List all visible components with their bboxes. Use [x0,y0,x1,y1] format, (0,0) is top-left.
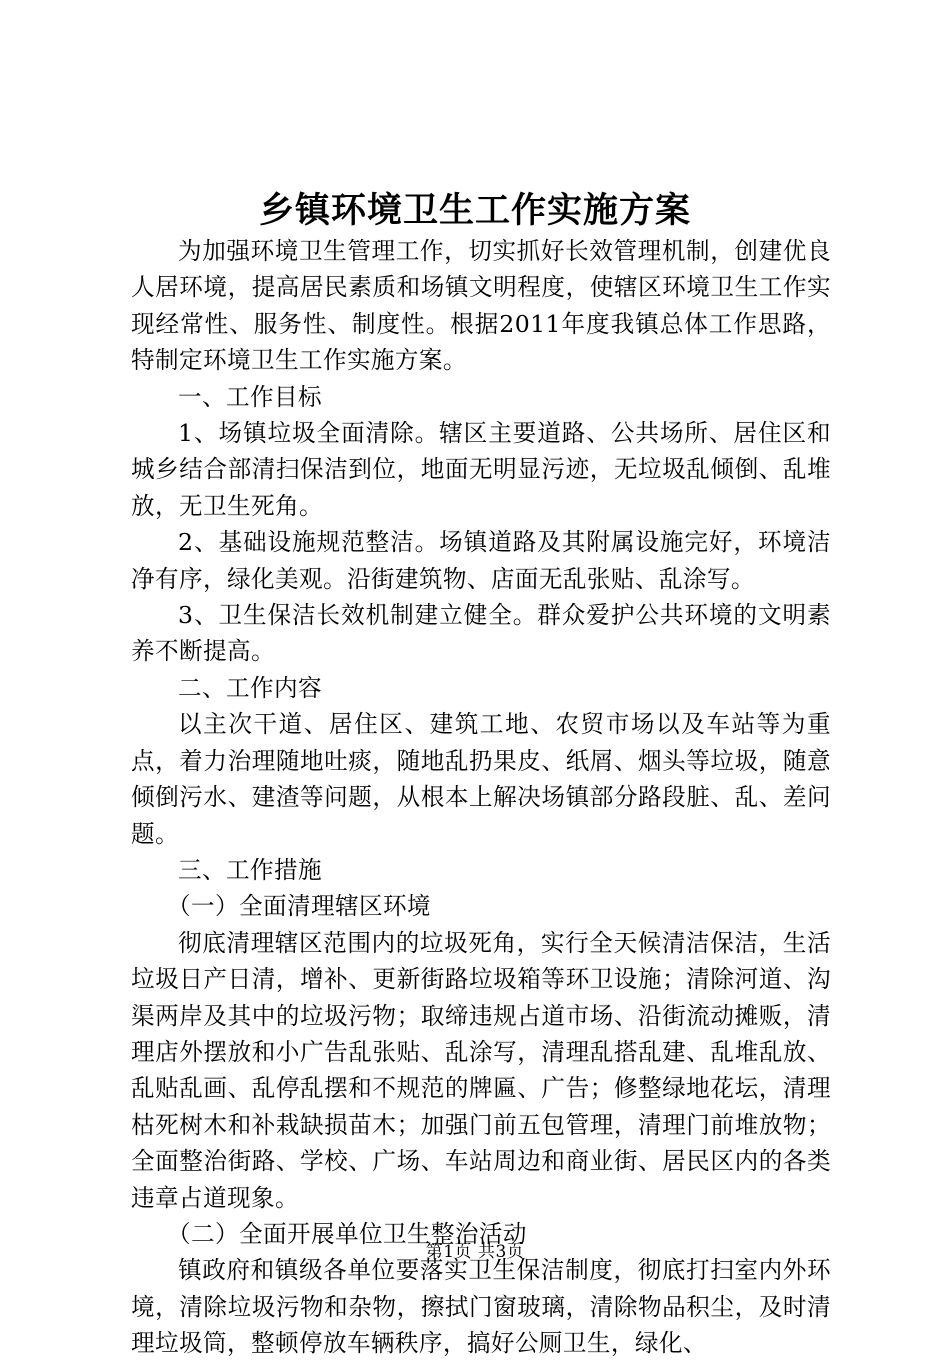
measures-paragraph-1: 彻底清理辖区范围内的垃圾死角，实行全天候清洁保洁，生活垃圾日产日清，增补、更新街路垃圾箱等环卫设施；清除河道、沟渠两岸及其中的垃圾污物；取缔违规占道市场、沿街流动摊贩，清理店外摆放和小广告乱张贴、乱涂写，清理乱搭乱建、乱堆乱放、乱贴乱画、乱停乱摆和不规范的牌匾、广告；修整绿地花坛，清理枯死树木和补栽缺损苗木；加强门前五包管理，清理门前堆放物；全面整治街路、学校、广场、车站周边和商业街、居民区内的各类违章占道现象。 [131,928,831,1212]
intro-paragraph: 为加强环境卫生管理工作，切实抓好长效管理机制，创建优良人居环境，提高居民素质和场镇文明程度，使辖区环境卫生工作实现经常性、服务性、制度性。根据2011年度我镇总体工作思路，特制定环境卫生工作实施方案。 [131,237,831,375]
subsection-heading-2: （二）全面开展单位卫生整治活动 [167,1219,527,1248]
goal-item-2: 2、基础设施规范整洁。场镇道路及其附属设施完好，环境洁净有序，绿化美观。沿街建筑物、店面无乱张贴、乱涂写。 [131,528,831,593]
section-heading-measures: 三、工作措施 [178,855,322,884]
subsection-heading-1: （一）全面清理辖区环境 [167,892,431,921]
content-paragraph: 以主次干道、居住区、建筑工地、农贸市场以及车站等为重点，着力治理随地吐痰，随地乱扔果皮、纸屑、烟头等垃圾，随意倾倒污水、建渣等问题，从根本上解决场镇部分路段脏、乱、差问题。 [131,710,831,848]
goal-item-3: 3、卫生保洁长效机制建立健全。群众爱护公共环境的文明素养不断提高。 [131,601,831,666]
goal-item-1: 1、场镇垃圾全面清除。辖区主要道路、公共场所、居住区和城乡结合部清扫保洁到位，地面无明显污迹，无垃圾乱倾倒、乱堆放，无卫生死角。 [131,419,831,520]
section-heading-goals: 一、工作目标 [178,382,322,411]
section-heading-content: 二、工作内容 [178,673,322,702]
document-title: 乡镇环境卫生工作实施方案 [258,191,691,231]
document-body [131,233,831,1362]
page-footer: 第1页 共3页 [425,1242,525,1262]
measures-paragraph-2: 镇政府和镇级各单位要落实卫生保洁制度，彻底打扫室内外环境，清除垃圾污物和杂物，擦拭门窗玻璃，清除物品积尘，及时清理垃圾筒，整顿停放车辆秩序，搞好公厕卫生，绿化、 [131,1256,831,1358]
